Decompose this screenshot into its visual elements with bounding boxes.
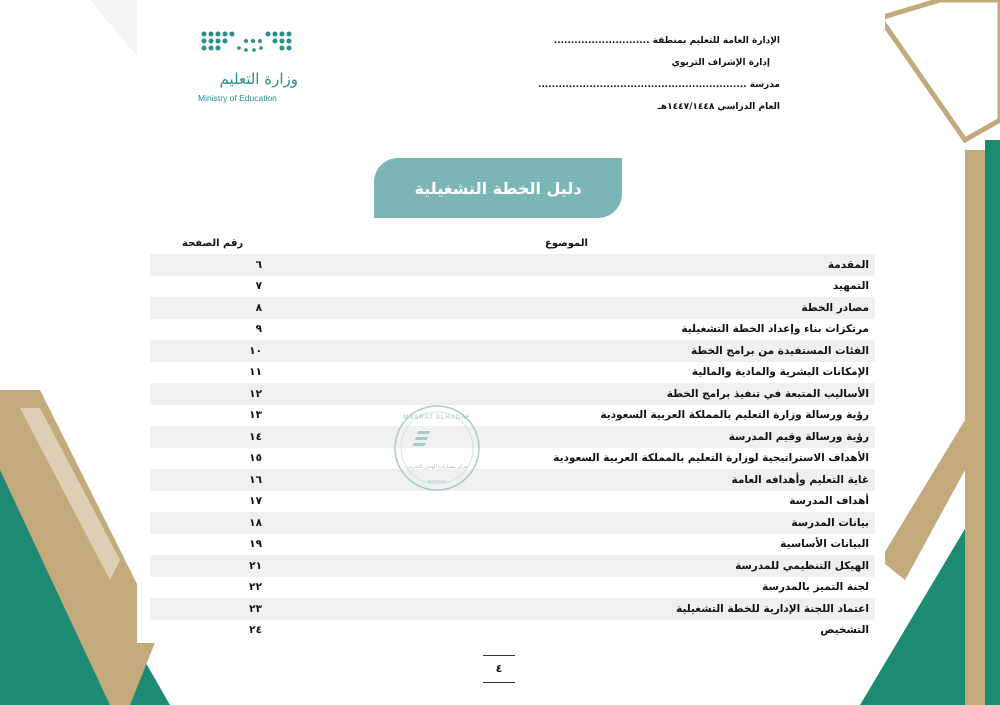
decor-top-left — [90, 0, 140, 60]
toc-row — [150, 620, 875, 642]
toc-topic: غاية التعليم وأهدافه العامة — [731, 473, 869, 486]
toc-row — [150, 254, 875, 276]
decor-white-top-right — [880, 0, 1000, 140]
stamp-bottom-text: MAKKAH — [427, 479, 447, 484]
header-line-department: إدارة الإشراف التربوي — [671, 58, 770, 68]
document-header — [538, 30, 780, 118]
toc-topic: التشخيص — [820, 624, 869, 637]
watermark-stamp — [385, 393, 515, 503]
toc-topic: مرتكزات بناء وإعداد الخطة التشغيلية — [681, 323, 869, 336]
stamp-top-text: MSARAT ALHADAF — [403, 415, 471, 421]
toc-row — [150, 276, 875, 298]
toc-page-number: ٢٤ — [249, 624, 262, 637]
toc-topic: الإمكانات البشرية والمادية والمالية — [691, 366, 869, 379]
page-number: ٤ — [495, 662, 503, 675]
toc-row — [150, 512, 875, 534]
toc-page-number: ١٩ — [249, 538, 262, 551]
toc-page-number: ١٤ — [249, 430, 262, 443]
stamp-middle-text: مركز مسارات الهدف للتدريب — [406, 464, 468, 470]
toc-topic: اعتماد اللجنة الإدارية للخطة التشغيلية — [676, 602, 869, 615]
toc-topic: الأساليب المتبعة في تنفيذ برامج الخطة — [666, 387, 869, 400]
toc-page-number: ١٢ — [249, 387, 262, 400]
ministry-logo — [198, 28, 308, 108]
toc-topic: الهيكل التنظيمي للمدرسة — [735, 559, 869, 572]
toc-topic: بيانات المدرسة — [791, 516, 869, 529]
toc-page-number: ٦ — [255, 258, 262, 271]
header-line-year: العام الدراسي ١٤٤٧/١٤٤٨هـ — [657, 102, 780, 112]
toc-page-number: ١٧ — [249, 495, 262, 508]
toc-page-number: ١٦ — [249, 473, 262, 486]
logo-arabic-text: وزارة التعليم — [219, 70, 298, 88]
toc-page-number: ٢٢ — [249, 581, 262, 594]
toc-row — [150, 297, 875, 319]
toc-topic: أهداف المدرسة — [789, 495, 869, 508]
toc-row — [150, 534, 875, 556]
toc-row — [150, 362, 875, 384]
toc-row — [150, 577, 875, 599]
column-header-page: رقم الصفحة — [182, 238, 244, 249]
toc-page-number: ١٨ — [249, 516, 262, 529]
toc-page-number: ٧ — [255, 280, 262, 293]
toc-page-number: ١٥ — [249, 452, 262, 465]
toc-topic: التمهيد — [832, 280, 869, 293]
page-number-footer — [483, 655, 515, 687]
toc-page-number: ١١ — [249, 366, 262, 379]
toc-page-number: ٢١ — [249, 559, 262, 572]
toc-row — [150, 340, 875, 362]
page-number-line-bottom — [483, 682, 515, 683]
document-title: دليل الخطة التشغيلية — [374, 158, 622, 218]
toc-page-number: ١٠ — [249, 344, 262, 357]
toc-topic: الفئات المستفيدة من برامج الخطة — [691, 344, 869, 357]
toc-page-number: ١٣ — [249, 409, 262, 422]
header-line-region: الإدارة العامة للتعليم بمنطقة ............................ — [553, 36, 780, 46]
toc-topic: لجنة التميز بالمدرسة — [762, 581, 869, 594]
logo-dots-icon — [198, 28, 298, 68]
toc-page-number: ٢٣ — [249, 602, 262, 615]
toc-topic: الأهداف الاستراتيجية لوزارة التعليم بالمملكة العربية السعودية — [553, 452, 869, 465]
toc-topic: مصادر الخطة — [801, 301, 869, 314]
logo-english-text: Ministry of Education — [198, 93, 277, 103]
header-line-school: مدرسة ............................................................. — [538, 80, 780, 90]
toc-topic: المقدمة — [827, 258, 869, 271]
toc-topic: البيانات الأساسية — [780, 538, 869, 551]
decor-gold-right — [965, 150, 985, 705]
toc-topic: رؤية ورسالة وزارة التعليم بالمملكة العربية السعودية — [600, 409, 869, 422]
column-header-topic: الموضوع — [545, 238, 588, 249]
toc-page-number: ٩ — [255, 323, 262, 336]
toc-row — [150, 555, 875, 577]
toc-row — [150, 598, 875, 620]
toc-row — [150, 319, 875, 341]
decor-teal-right-strip — [985, 140, 1000, 705]
toc-page-number: ٨ — [255, 301, 262, 314]
toc-topic: رؤية ورسالة وقيم المدرسة — [728, 430, 869, 443]
